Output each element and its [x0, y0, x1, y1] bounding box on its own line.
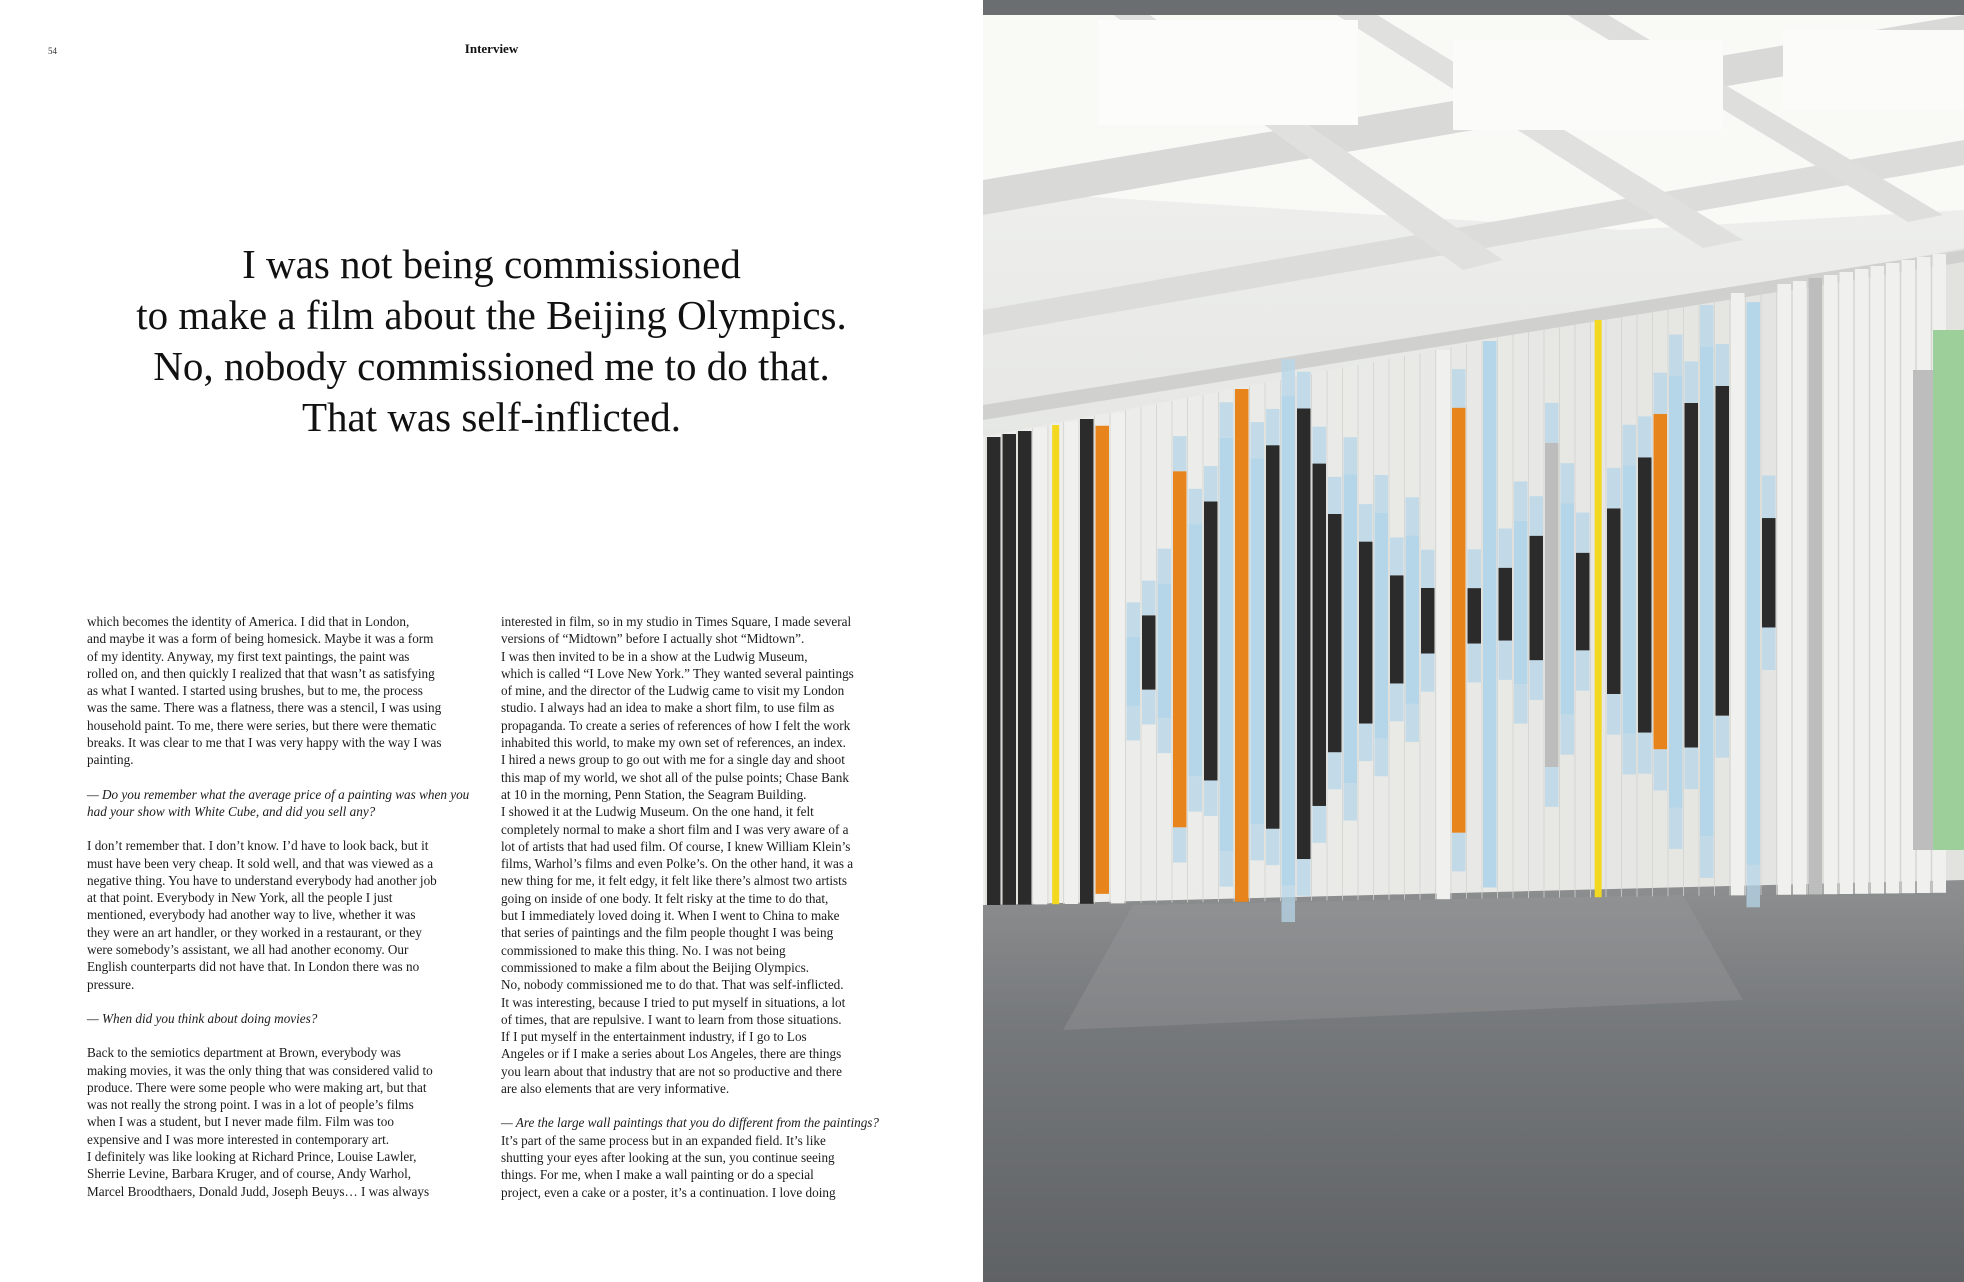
- black-stripe: [1576, 553, 1590, 651]
- section-label: Interview: [464, 41, 519, 56]
- blue-stripe: [1747, 302, 1761, 865]
- blue-stripe: [1127, 706, 1141, 741]
- black-stripe: [1266, 445, 1280, 829]
- white-stripe: [1840, 272, 1854, 894]
- grey-stripe: [1913, 370, 1933, 850]
- blue-stripe: [1158, 549, 1172, 584]
- black-stripe: [1359, 542, 1373, 724]
- black-stripe: [1499, 568, 1513, 641]
- orange-stripe: [1452, 408, 1466, 833]
- blue-stripe: [1638, 416, 1652, 457]
- pull-quote-line: I was not being commissioned: [242, 241, 741, 287]
- blue-stripe: [1669, 376, 1683, 808]
- blue-stripe: [1189, 489, 1203, 524]
- white-stripe: [1793, 281, 1807, 895]
- blue-stripe: [1576, 513, 1590, 553]
- wall-painting-photo: [983, 0, 1964, 1282]
- blue-stripe: [1452, 369, 1466, 408]
- black-stripe: [1142, 615, 1156, 689]
- blue-stripe: [1390, 537, 1404, 575]
- black-stripe: [1313, 464, 1327, 806]
- blue-stripe: [1204, 780, 1218, 816]
- blue-stripe: [1220, 438, 1234, 851]
- white-stripe: [1902, 260, 1916, 893]
- blue-stripe: [1561, 715, 1575, 755]
- blue-stripe: [1266, 409, 1280, 445]
- blue-stripe: [1406, 535, 1420, 704]
- black-stripe: [1018, 431, 1032, 905]
- grey-stripe: [1809, 278, 1823, 894]
- white-stripe: [1855, 269, 1869, 894]
- skylight-panel: [1098, 20, 1358, 125]
- orange-stripe: [1173, 471, 1187, 827]
- page-number: 54: [48, 46, 57, 56]
- blue-stripe: [1669, 808, 1683, 849]
- blue-stripe: [1406, 497, 1420, 535]
- black-stripe: [1390, 575, 1404, 683]
- white-stripe: [1886, 263, 1900, 893]
- blue-stripe: [1375, 513, 1389, 739]
- white-stripe: [1111, 413, 1125, 903]
- blue-stripe: [1173, 436, 1187, 471]
- blue-stripe: [1344, 783, 1358, 820]
- blue-stripe: [1158, 584, 1172, 719]
- blue-stripe: [1266, 829, 1280, 865]
- blue-stripe: [1158, 718, 1172, 753]
- blue-stripe: [1297, 859, 1311, 896]
- blue-stripe: [1576, 650, 1590, 690]
- orange-stripe: [1235, 389, 1249, 902]
- blue-stripe: [1313, 427, 1327, 464]
- blue-stripe: [1282, 359, 1296, 395]
- text-column-left: [87, 613, 487, 1200]
- blue-stripe: [1189, 524, 1203, 776]
- blue-stripe: [1716, 716, 1730, 758]
- blue-stripe: [1700, 347, 1714, 836]
- blue-stripe: [1514, 684, 1528, 723]
- white-stripe: [1437, 350, 1451, 899]
- blue-stripe: [1607, 468, 1621, 509]
- blue-stripe: [1421, 550, 1435, 588]
- blue-stripe: [1220, 402, 1234, 438]
- blue-stripe: [1328, 752, 1342, 789]
- white-stripe: [1824, 275, 1838, 894]
- blue-stripe: [1251, 422, 1265, 458]
- blue-stripe: [1142, 690, 1156, 725]
- blue-stripe: [1204, 466, 1218, 502]
- interview-question: — When did you think about doing movies?: [87, 1010, 318, 1026]
- blue-stripe: [1406, 704, 1420, 742]
- blue-stripe: [1514, 481, 1528, 520]
- blue-stripe: [1220, 851, 1234, 887]
- blue-stripe: [1499, 529, 1513, 568]
- white-stripe: [1034, 428, 1048, 904]
- blue-stripe: [1468, 549, 1482, 588]
- black-stripe: [1328, 514, 1342, 752]
- yellow-stripe: [1595, 320, 1602, 897]
- body-paragraph: I don’t remember that. I don’t know. I’d have to look back, but it must have been very cheap. It sold well, and that was viewed as a negative thing. You have to understand everybody had another job at that point. Everybody in New York, all the people I just mentioned, everybody had another way to live, whether it was they were an art handler, or they worked in a restaurant, or they were somebody’s assistant, we all had another economy. Our English counterparts did not have that. In London there was no pressure.: [87, 838, 437, 992]
- blue-stripe: [1545, 767, 1559, 807]
- blue-stripe: [1127, 602, 1141, 637]
- white-stripe: [1778, 284, 1792, 895]
- pull-quote-line: to make a film about the Beijing Olympics.: [136, 292, 847, 338]
- orange-stripe: [1096, 426, 1110, 894]
- black-stripe: [1204, 502, 1218, 781]
- blue-stripe: [1669, 335, 1683, 376]
- black-stripe: [1297, 408, 1311, 859]
- blue-stripe: [1499, 641, 1513, 680]
- gallery-photo: [983, 0, 1964, 1282]
- body-paragraph: which becomes the identity of America. I did that in London, and maybe it was a form of being homesick. Maybe it was a form of my identity. Anyway, my first text paintings, the paint was rolled on, and then quickly I realized that that wasn’t as satisfying as what I wanted. I started using brushes, but to me, the process was the same. There was a flatness, there was a stencil, I was using household paint. To me, there were series, but there were thematic breaks. It was clear to me that I was very happy with the way I was painting.: [87, 614, 442, 768]
- blue-stripe: [1561, 463, 1575, 503]
- green-stripe: [1933, 330, 1964, 850]
- blue-stripe: [1251, 824, 1265, 860]
- blue-stripe: [1421, 654, 1435, 692]
- blue-stripe: [1623, 734, 1637, 775]
- blue-stripe: [1142, 581, 1156, 616]
- blue-stripe: [1251, 458, 1265, 824]
- blue-stripe: [1716, 344, 1730, 386]
- blue-stripe: [1530, 496, 1544, 536]
- black-stripe: [987, 437, 1001, 905]
- blue-stripe: [1623, 425, 1637, 466]
- grey-stripe: [1545, 443, 1559, 767]
- blue-stripe: [1282, 886, 1296, 922]
- blue-stripe: [1561, 503, 1575, 714]
- text-column-right: [501, 613, 901, 1201]
- blue-stripe: [1700, 836, 1714, 878]
- skylight-panel: [1783, 30, 1964, 110]
- blue-stripe: [1762, 627, 1776, 670]
- blue-stripe: [1344, 437, 1358, 474]
- interview-question: — Do you remember what the average price of a painting was when you had your show with White Cube, and did you sell any?: [87, 786, 470, 819]
- orange-stripe: [1654, 414, 1668, 749]
- blue-stripe: [1297, 372, 1311, 409]
- blue-stripe: [1375, 739, 1389, 777]
- blue-stripe: [1654, 373, 1668, 414]
- black-stripe: [1716, 386, 1730, 716]
- blue-stripe: [1390, 683, 1404, 721]
- blue-stripe: [1173, 827, 1187, 862]
- blue-stripe: [1452, 833, 1466, 872]
- skylight-panel: [1453, 40, 1723, 130]
- interview-question: — Are the large wall paintings that you do different from the paintings?: [501, 1115, 880, 1131]
- blue-stripe: [1762, 475, 1776, 518]
- body-paragraph: interested in film, so in my studio in Times Square, I made several versions of “Midtown” before I actually shot “Midtown”. I was then invited to be in a show at the Ludwig Museum, which is called “I Love New York.” They wanted several paintings of mine, and the director of the Ludwig came to visit my London studio. I always had an idea to make a short film, to use film as propaganda. To create a series of references of how I felt the work inhabited this world, to make my own set of references, an index. I hired a news group to go out with me for a single day and shoot this map of my world, we shot all of the pulse points; Chase Bank at 10 in the morning, Penn Station, the Seagram Building. I showed it at the Ludwig Museum. On the one hand, it felt completely normal to make a short film and I was very aware of a lot of artists that had used film. Of course, I knew William Klein’s films, Warhol’s films and even Polke’s. On the other hand, it was a new thing for me, it felt edgy, it felt like there’s almost two artists going on inside of one body. It felt risky at the time to do that, but I immediately loved doing it. When I went to China to make that series of paintings and the film people thought I was being commissioned to make this thing. No. I was not being commissioned to make a film about the Beijing Olympics. No, nobody commissioned me to do that. That was self-inflicted. It was interesting, because I tried to put myself in situations, a lot of times, that are repulsive. I want to learn from those situations. If I put myself in the entertainment industry, if I go to Los Angeles or if I make a series about Los Angeles, there are things you learn about that industry that are not so productive and there are also elements that are very informative.: [501, 614, 854, 1097]
- body-paragraph: Back to the semiotics department at Brown, everybody was making movies, it was the only thing that was considered valid to produce. There were some people who were making art, but that was not really the strong point. I was in a lot of people’s films when I was a student, but I never made film. Film was too expensive and I was more interested in contemporary art. I definitely was like looking at Richard Prince, Louise Lawler, Sherrie Levine, Barbara Kruger, and of course, Andy Warhol, Marcel Broodthaers, Donald Judd, Joseph Beuys… I was always: [87, 1045, 433, 1199]
- white-stripe: [1065, 422, 1079, 904]
- blue-stripe: [1328, 477, 1342, 514]
- blue-stripe: [1654, 749, 1668, 790]
- blue-stripe: [1483, 341, 1497, 887]
- black-stripe: [1607, 508, 1621, 694]
- black-stripe: [1638, 457, 1652, 732]
- blue-stripe: [1344, 474, 1358, 783]
- white-stripe: [1731, 293, 1745, 895]
- black-stripe: [1762, 518, 1776, 627]
- black-stripe: [1685, 403, 1699, 748]
- yellow-stripe: [1052, 425, 1059, 904]
- blue-stripe: [1685, 748, 1699, 790]
- blue-stripe: [1638, 733, 1652, 774]
- blue-stripe: [1545, 403, 1559, 443]
- blue-stripe: [1514, 521, 1528, 684]
- blue-stripe: [1747, 865, 1761, 907]
- blue-stripe: [1623, 466, 1637, 734]
- blue-stripe: [1282, 396, 1296, 886]
- blue-stripe: [1607, 694, 1621, 735]
- pull-quote: [60, 239, 923, 443]
- pull-quote-line: No, nobody commissioned me to do that.: [153, 343, 830, 389]
- black-stripe: [1003, 434, 1017, 905]
- black-stripe: [1468, 588, 1482, 643]
- body-paragraph: It’s part of the same process but in an expanded field. It’s like shutting your eyes after looking at the sun, you continue seeing things. For me, when I make a wall painting or do a special project, even a cake or a poster, it’s a continuation. I love doing: [501, 1132, 836, 1200]
- blue-stripe: [1313, 806, 1327, 843]
- blue-stripe: [1700, 305, 1714, 347]
- blue-stripe: [1189, 776, 1203, 811]
- black-stripe: [1080, 419, 1094, 904]
- blue-stripe: [1359, 724, 1373, 761]
- blue-stripe: [1375, 475, 1389, 513]
- pull-quote-line: That was self-inflicted.: [301, 394, 682, 440]
- blue-stripe: [1127, 637, 1141, 706]
- blue-stripe: [1685, 361, 1699, 403]
- black-stripe: [1530, 536, 1544, 661]
- blue-stripe: [1530, 660, 1544, 700]
- blue-stripe: [1468, 644, 1482, 683]
- black-stripe: [1421, 588, 1435, 654]
- white-stripe: [1871, 266, 1885, 894]
- blue-stripe: [1359, 504, 1373, 541]
